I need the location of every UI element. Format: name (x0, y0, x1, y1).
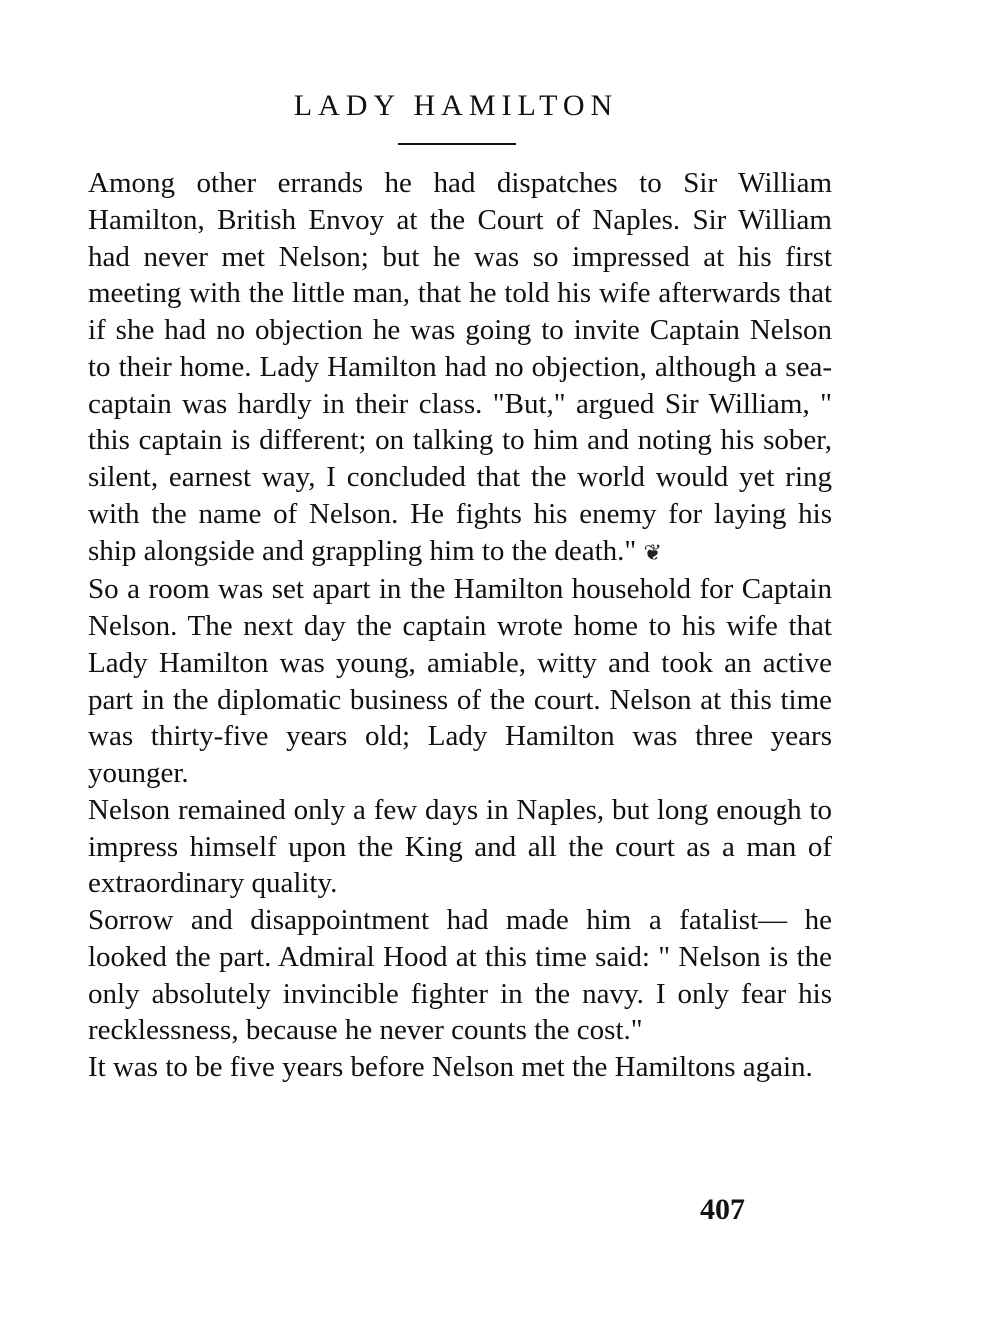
running-head: LADY HAMILTON (293, 89, 619, 122)
paragraph-2: So a room was set apart in the Hamilton household for Captain Nelson. The next day the captain wrote home to his wife that Lady Hamilton was young, amiable, witty and took an active part in the diplomatic business of the court. Nelson at this time was thirty-five years old; Lady Hamilton was three years younger. (88, 573, 832, 789)
paragraph-3: Nelson remained only a few days in Naples, but long enough to impress himself upon the King and all the court as a man of extraordinary quality. (88, 793, 832, 900)
body-text (88, 165, 832, 1086)
paragraph-text: Among other errands he had dispatches to Sir William Hamilton, British Envoy at the Court of Naples. Sir William had never met Nelson; but he was so impressed at his first meeting with the little man, that he told his wife afterwards that if she had no objection he was going to invite Captain Nelson to their home. Lady Hamilton had no objection, although a sea-captain was hardly in their class. "But," argued Sir William, " this captain is different; on talking to him and noting his sober, silent, earnest way, I concluded that the world would yet ring with the name of Nelson. He fights his enemy for laying his ship alongside and grappling him to the death." (88, 167, 832, 567)
page-number: 407 (700, 1193, 745, 1226)
paragraph-5: It was to be five years before Nelson met the Hamiltons again. (88, 1051, 813, 1083)
paragraph-4: Sorrow and disappointment had made him a fatalist— he looked the part. Admiral Hood at this time said: " Nelson is the only absolutely invincible fighter in the navy. I only fear his recklessness, because he never counts the cost." (88, 904, 832, 1047)
paragraph-1 (88, 165, 832, 571)
fleuron-icon: ❦ (643, 539, 662, 565)
head-rule (398, 143, 516, 145)
